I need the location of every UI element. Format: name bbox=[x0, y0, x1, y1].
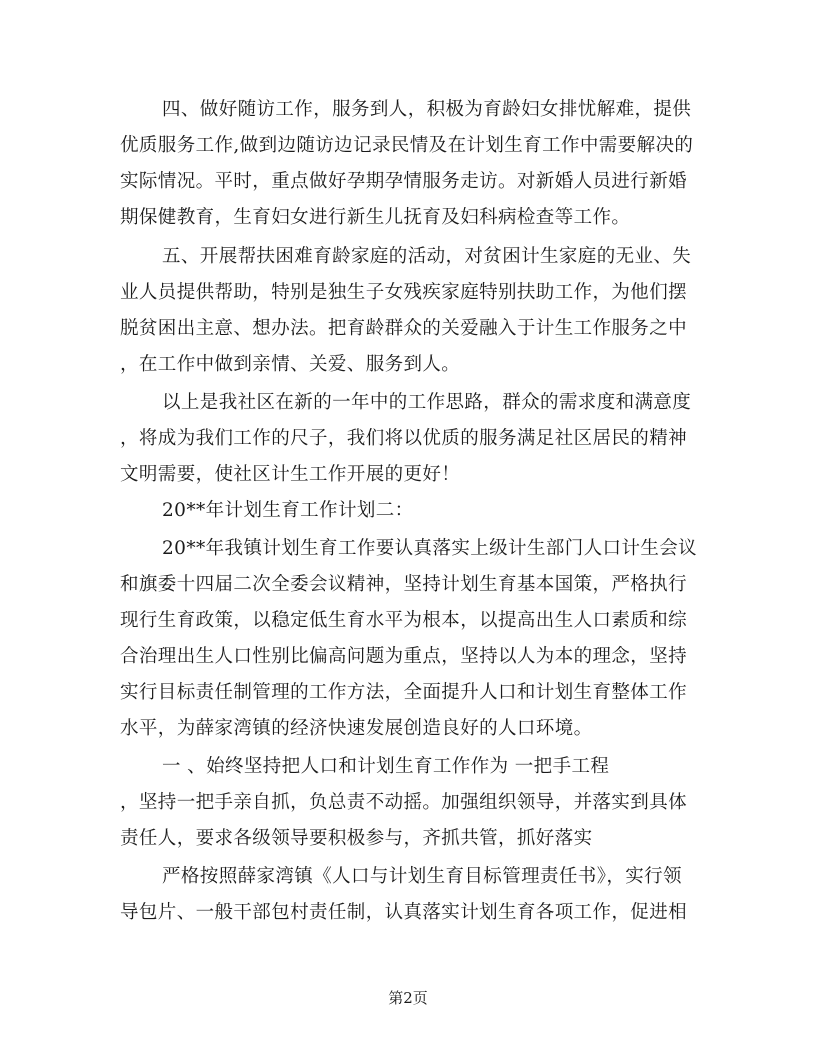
paragraph-line: 业人员提供帮助，特别是独生子女残疾家庭特别扶助工作，为他们摆 bbox=[120, 282, 688, 303]
paragraph-line: 五、开展帮扶困难育龄家庭的活动，对贫困计生家庭的无业、失 bbox=[162, 246, 692, 267]
paragraph-line: ，在工作中做到亲情、关爱、服务到人。 bbox=[120, 354, 461, 375]
paragraph-line: 严格按照薛家湾镇《人口与计划生育目标管理责任书》，实行领 bbox=[162, 866, 682, 887]
paragraph-line: 期保健教育，生育妇女进行新生儿抚育及妇科病检查等工作。 bbox=[120, 207, 631, 228]
paragraph-line: 优质服务工作,做到边随访边记录民情及在计划生育工作中需要解决的 bbox=[120, 135, 694, 156]
paragraph-line: 合治理出生人口性别比偏高问题为重点，坚持以人为本的理念，坚持 bbox=[120, 646, 688, 667]
paragraph-line: 实行目标责任制管理的工作方法，全面提升人口和计划生育整体工作 bbox=[120, 682, 688, 703]
paragraph-line: 现行生育政策，以稳定低生育水平为根本，以提高出生人口素质和综 bbox=[120, 610, 688, 631]
paragraph-line: 以上是我社区在新的一年中的工作思路，群众的需求度和满意度 bbox=[162, 392, 692, 413]
paragraph-line: 一 、始终坚持把人口和计划生育工作作为 一把手工程 bbox=[162, 756, 610, 777]
paragraph-line: ，将成为我们工作的尺子，我们将以优质的服务满足社区居民的精神 bbox=[120, 428, 688, 449]
paragraph-line: 水平，为薛家湾镇的经济快速发展创造良好的人口环境。 bbox=[120, 718, 593, 739]
paragraph-line: ，坚持一把手亲自抓，负总责不动摇。加强组织领导，并落实到具体 bbox=[120, 792, 688, 813]
section-heading: 20**年计划生育工作计划二： bbox=[162, 500, 414, 521]
paragraph-line: 四、做好随访工作，服务到人，积极为育龄妇女排忧解难，提供 bbox=[162, 99, 692, 120]
paragraph-line: 文明需要，使社区计生工作开展的更好！ bbox=[120, 464, 461, 485]
paragraph-line: 实际情况。平时，重点做好孕期孕情服务走访。对新婚人员进行新婚 bbox=[120, 171, 688, 192]
page-number: 第2页 bbox=[388, 989, 428, 1007]
paragraph-line: 责任人，要求各级领导要积极参与，齐抓共管，抓好落实 bbox=[120, 828, 593, 849]
paragraph-line: 脱贫困出主意、想办法。把育龄群众的关爱融入于计生工作服务之中 bbox=[120, 318, 688, 339]
paragraph-line: 和旗委十四届二次全委会议精神，坚持计划生育基本国策，严格执行 bbox=[120, 574, 688, 595]
paragraph-line: 20**年我镇计划生育工作要认真落实上级计生部门人口计生会议 bbox=[162, 538, 698, 559]
paragraph-line: 导包片、一般干部包村责任制，认真落实计划生育各项工作，促进相 bbox=[120, 902, 688, 923]
